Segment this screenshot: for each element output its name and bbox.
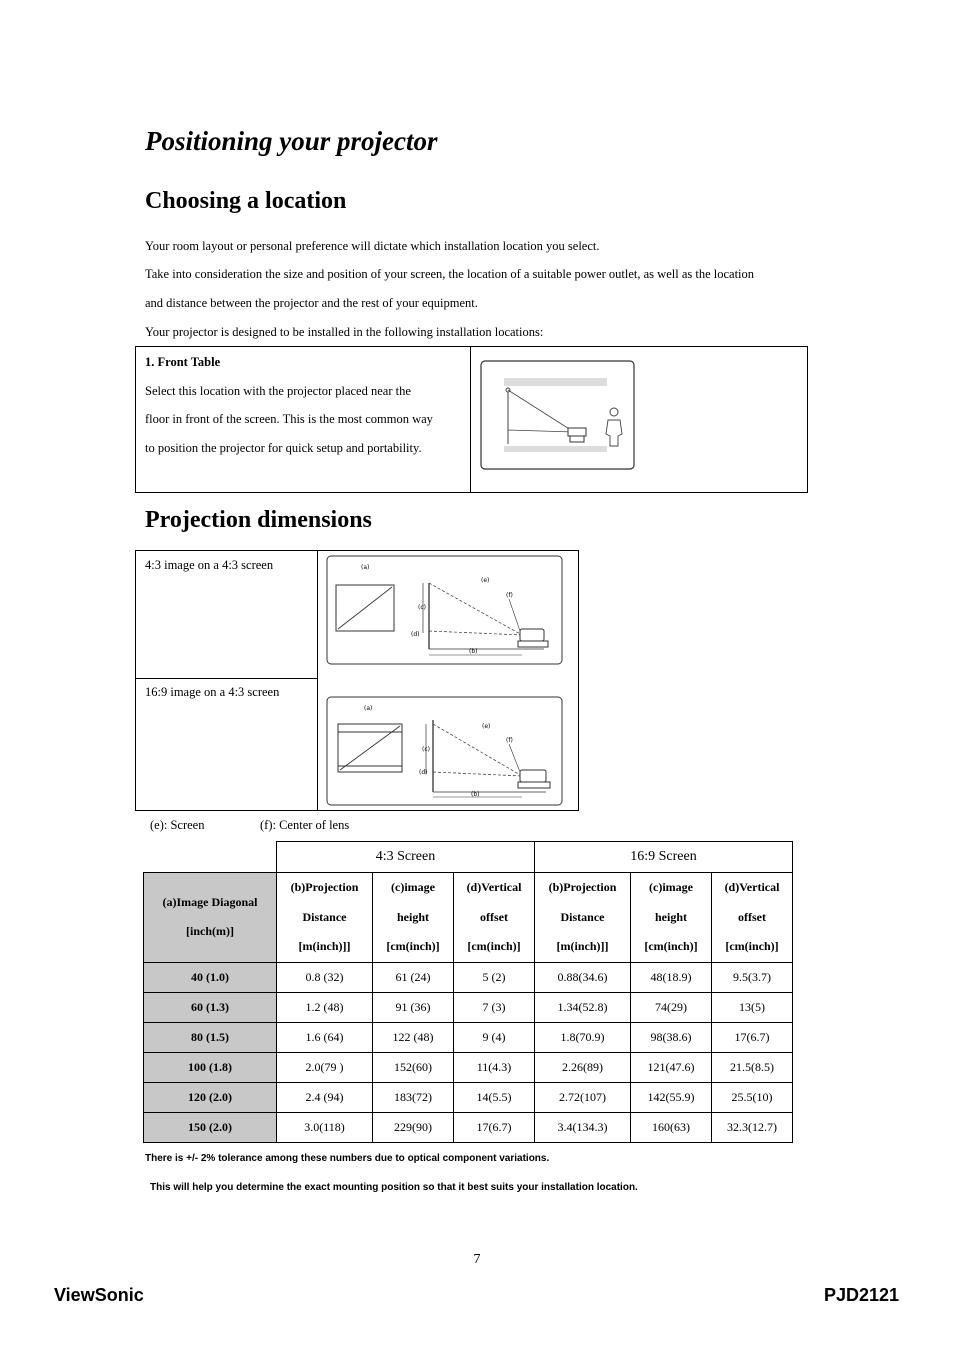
legend-center-of-lens: (f): Center of lens: [260, 818, 350, 832]
table-cell: 0.88(34.6): [535, 962, 631, 992]
diagram-43-mark-b: (b): [469, 648, 478, 655]
front-table-line-1: Select this location with the projector placed near the: [145, 384, 411, 398]
front-table-box: [135, 346, 808, 493]
table-cell: 13(5): [712, 992, 793, 1022]
table-cell: 150 (2.0): [144, 1112, 277, 1142]
page-title: Positioning your projector: [145, 126, 438, 156]
table-cell: 2.72(107): [535, 1082, 631, 1112]
table-cell: 61 (24): [373, 962, 454, 992]
table-cell: 1.34(52.8): [535, 992, 631, 1022]
table-cell: 74(29): [631, 992, 712, 1022]
table-cell: 32.3(12.7): [712, 1112, 793, 1142]
footer-brand: ViewSonic: [54, 1285, 144, 1305]
table-cell: 121(47.6): [631, 1052, 712, 1082]
diagram-169-illustration: [326, 696, 564, 808]
paragraph-4: Your projector is designed to be installed in the following installation locations:: [145, 325, 544, 339]
table-cell: 17(6.7): [454, 1112, 535, 1142]
table-row: [144, 1082, 793, 1112]
table-cell: 1.8(70.9): [535, 1022, 631, 1052]
table-cell: 120 (2.0): [144, 1082, 277, 1112]
diagram-169-mark-a: (a): [364, 705, 373, 712]
table-cell: 40 (1.0): [144, 962, 277, 992]
table-cell: 1.2 (48): [277, 992, 373, 1022]
table-cell: 60 (1.3): [144, 992, 277, 1022]
table-row: [144, 1112, 793, 1142]
table-cell: 11(4.3): [454, 1052, 535, 1082]
col-header-43-distance: (b)Projection Distance [m(inch)]]: [277, 873, 373, 963]
mounting-note: This will help you determine the exact mounting position so that it best suits your installation location.: [150, 1182, 638, 1193]
table-cell: 2.4 (94): [277, 1082, 373, 1112]
table-cell: 160(63): [631, 1112, 712, 1142]
table-cell: 48(18.9): [631, 962, 712, 992]
section-heading-projection-dimensions: Projection dimensions: [145, 507, 372, 533]
col-header-43-offset: (d)Vertical offset [cm(inch)]: [454, 873, 535, 963]
paragraph-1: Your room layout or personal preference will dictate which installation location you select.: [145, 239, 600, 253]
group-header-169: 16:9 Screen: [535, 842, 793, 873]
projection-dimensions-table: [143, 841, 793, 1143]
table-cell: 9.5(3.7): [712, 962, 793, 992]
diagram-43-mark-d: (d): [411, 631, 420, 638]
table-cell: 21.5(8.5): [712, 1052, 793, 1082]
col-header-169-offset: (d)Vertical offset [cm(inch)]: [712, 873, 793, 963]
table-cell: 1.6 (64): [277, 1022, 373, 1052]
table-cell: 122 (48): [373, 1022, 454, 1052]
page-number: 7: [473, 1252, 481, 1267]
col-header-43-height: (c)image height [cm(inch)]: [373, 873, 454, 963]
row-header-label: (a)Image Diagonal [inch(m)]: [144, 873, 277, 963]
table-cell: 152(60): [373, 1052, 454, 1082]
diagram-43-label: 4:3 image on a 4:3 screen: [145, 558, 274, 572]
front-table-line-2: floor in front of the screen. This is the most common way: [145, 412, 433, 426]
table-cell: 25.5(10): [712, 1082, 793, 1112]
table-cell: 3.4(134.3): [535, 1112, 631, 1142]
table-cell: 5 (2): [454, 962, 535, 992]
diagram-169-mark-e: (e): [482, 723, 491, 730]
table-row: [144, 992, 793, 1022]
diagram-43-mark-f: (f): [506, 592, 513, 599]
table-cell: 2.0(79 ): [277, 1052, 373, 1082]
col-header-169-distance: (b)Projection Distance [m(inch)]]: [535, 873, 631, 963]
table-row: [144, 1052, 793, 1082]
table-row: [144, 962, 793, 992]
front-table-line-3: to position the projector for quick setup and portability.: [145, 441, 422, 455]
table-cell: 100 (1.8): [144, 1052, 277, 1082]
table-cell: 14(5.5): [454, 1082, 535, 1112]
diagram-169-mark-b: (b): [471, 791, 480, 798]
diagram-169-mark-c: (c): [422, 746, 430, 753]
table-cell: 80 (1.5): [144, 1022, 277, 1052]
table-cell: 9 (4): [454, 1022, 535, 1052]
table-cell: 2.26(89): [535, 1052, 631, 1082]
diagram-43-mark-a: (a): [361, 564, 370, 571]
table-row: [144, 1022, 793, 1052]
diagram-43-mark-e: (e): [481, 577, 490, 584]
section-heading-choosing-location: Choosing a location: [145, 188, 347, 214]
table-cell: 7 (3): [454, 992, 535, 1022]
table-cell: 3.0(118): [277, 1112, 373, 1142]
paragraph-2: Take into consideration the size and position of your screen, the location of a suitable power outlet, as well as the location: [145, 267, 755, 281]
front-table-illustration: [480, 360, 636, 470]
table-cell: 91 (36): [373, 992, 454, 1022]
front-table-text-cell: [136, 347, 471, 492]
table-cell: 17(6.7): [712, 1022, 793, 1052]
paragraph-3: and distance between the projector and the rest of your equipment.: [145, 296, 478, 310]
tolerance-note: There is +/- 2% tolerance among these numbers due to optical component variations.: [145, 1153, 550, 1164]
projection-diagram-box: [135, 550, 579, 811]
diagram-43-illustration: [326, 555, 564, 667]
table-cell: 229(90): [373, 1112, 454, 1142]
front-table-label: 1. Front Table: [145, 355, 221, 369]
table-cell: 98(38.6): [631, 1022, 712, 1052]
group-header-43: 4:3 Screen: [277, 842, 535, 873]
legend-screen: (e): Screen: [150, 818, 205, 832]
diagram-169-mark-d: (d): [419, 769, 428, 776]
table-cell: 142(55.9): [631, 1082, 712, 1112]
diagram-169-label: 16:9 image on a 4:3 screen: [145, 685, 280, 699]
col-header-169-height: (c)image height [cm(inch)]: [631, 873, 712, 963]
table-cell: 183(72): [373, 1082, 454, 1112]
table-cell: 0.8 (32): [277, 962, 373, 992]
diagram-169-mark-f: (f): [506, 737, 513, 744]
diagram-43-mark-c: (c): [418, 604, 426, 611]
footer-model: PJD2121: [823, 1285, 899, 1305]
